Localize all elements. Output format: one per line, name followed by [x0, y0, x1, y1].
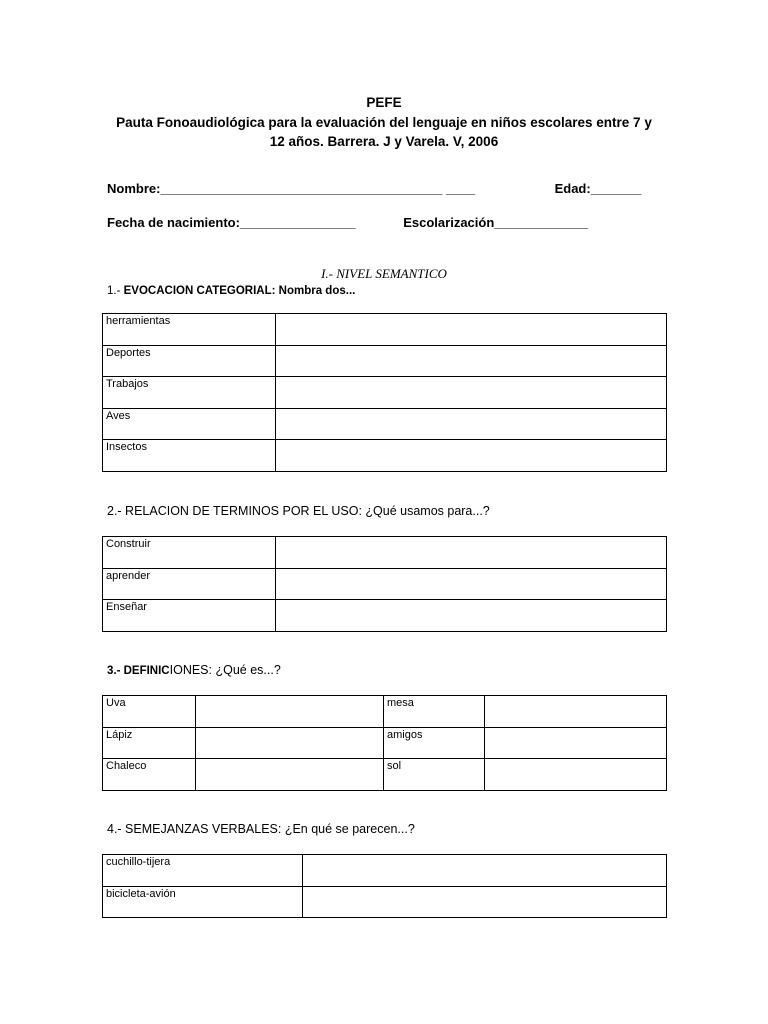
row-label: Trabajos — [103, 377, 276, 409]
row-label: sol — [384, 759, 485, 791]
table-row — [103, 600, 667, 632]
question-3-label — [107, 663, 281, 677]
table-row — [103, 696, 667, 728]
answer-cell[interactable] — [276, 345, 667, 377]
title-line-3: 12 años. Barrera. J y Varela. V, 2006 — [269, 134, 499, 149]
answer-cell[interactable] — [276, 600, 667, 632]
nombre-field[interactable]: Nombre:_______________________________________ ____ — [107, 181, 475, 196]
row-label: mesa — [384, 696, 485, 728]
edad-field[interactable]: Edad:_______ — [554, 181, 642, 196]
answer-cell[interactable] — [276, 408, 667, 440]
answer-cell[interactable] — [485, 759, 667, 791]
row-label: bicicleta-avión — [103, 886, 303, 918]
row-label: Lápiz — [103, 727, 196, 759]
question-3-bold: 3.- DEFINIC — [107, 665, 170, 677]
table-row — [103, 537, 667, 569]
table-row — [103, 855, 667, 887]
table-row — [103, 886, 667, 918]
answer-cell[interactable] — [276, 537, 667, 569]
row-label: herramientas — [103, 314, 276, 346]
row-label: Insectos — [103, 440, 276, 472]
table-definiciones — [102, 695, 667, 791]
question-1-label — [107, 283, 355, 297]
table-row — [103, 759, 667, 791]
field-row-name — [107, 181, 641, 196]
answer-cell[interactable] — [196, 727, 384, 759]
table-row — [103, 727, 667, 759]
answer-cell[interactable] — [276, 314, 667, 346]
table-semejanzas — [102, 854, 667, 918]
escolarizacion-field[interactable]: Escolarización_____________ — [403, 215, 589, 230]
fecha-nacimiento-field[interactable]: Fecha de nacimiento:________________ — [107, 215, 356, 230]
answer-cell[interactable] — [485, 696, 667, 728]
question-2-label: 2.- RELACION DE TERMINOS POR EL USO: ¿Qué usamos para...? — [107, 504, 490, 518]
row-label: Enseñar — [103, 600, 276, 632]
answer-cell[interactable] — [196, 696, 384, 728]
question-1-number: 1.- — [107, 285, 124, 297]
field-row-birth — [107, 215, 588, 230]
table-row — [103, 377, 667, 409]
table-row — [103, 345, 667, 377]
answer-cell[interactable] — [303, 886, 667, 918]
answer-cell[interactable] — [485, 727, 667, 759]
document-title — [100, 93, 668, 152]
table-row — [103, 408, 667, 440]
row-label: Aves — [103, 408, 276, 440]
row-label: Construir — [103, 537, 276, 569]
table-evocacion — [102, 313, 667, 472]
title-line-2: Pauta Fonoaudiológica para la evaluación del lenguaje en niños escolares entre 7 y — [116, 114, 652, 130]
row-label: Deportes — [103, 345, 276, 377]
row-label: cuchillo-tijera — [103, 855, 303, 887]
question-4-label: 4.- SEMEJANZAS VERBALES: ¿En qué se parecen...? — [107, 822, 415, 836]
row-label: aprender — [103, 568, 276, 600]
answer-cell[interactable] — [303, 855, 667, 887]
table-row — [103, 568, 667, 600]
row-label: Uva — [103, 696, 196, 728]
section-heading-semantico: I.- NIVEL SEMANTICO — [321, 266, 447, 281]
question-3-rest: IONES: ¿Qué es...? — [169, 663, 281, 677]
question-1-title: EVOCACION CATEGORIAL: Nombra dos... — [123, 285, 356, 297]
answer-cell[interactable] — [276, 377, 667, 409]
table-row — [103, 314, 667, 346]
table-relacion-uso — [102, 536, 667, 632]
title-acronym: PEFE — [366, 95, 402, 110]
answer-cell[interactable] — [196, 759, 384, 791]
answer-cell[interactable] — [276, 440, 667, 472]
answer-cell[interactable] — [276, 568, 667, 600]
table-row — [103, 440, 667, 472]
row-label: amigos — [384, 727, 485, 759]
row-label: Chaleco — [103, 759, 196, 791]
